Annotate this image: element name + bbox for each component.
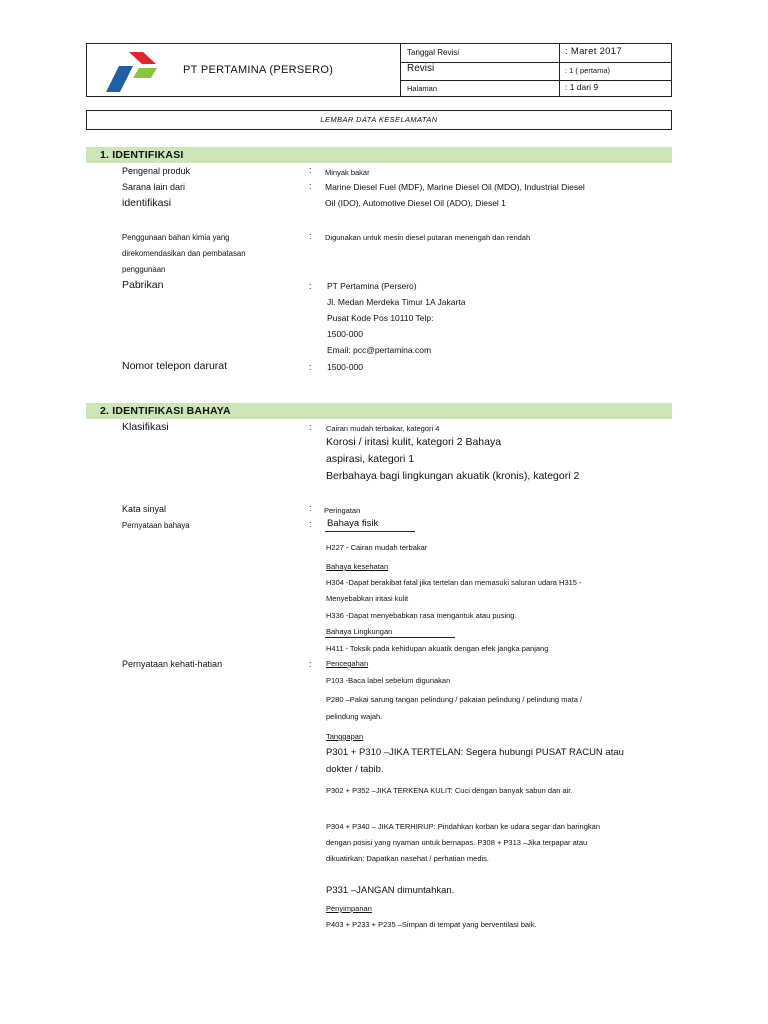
kehati-hatian-label: Pernyataan kehati-hatian	[122, 659, 223, 669]
pabrikan-line: Jl. Medan Merdeka Timur 1A Jakarta	[327, 297, 466, 307]
section-bahaya-header: 2. IDENTIFIKASI BAHAYA	[86, 403, 672, 419]
colon: :	[309, 181, 312, 191]
kata-sinyal-value: Peringatan	[324, 506, 361, 515]
p301-statement: P301 + P310 –JIKA TERTELAN: Segera hubungi PUSAT RACUN atau	[326, 747, 624, 758]
header-divider	[400, 44, 401, 96]
colon: :	[309, 519, 312, 529]
penggunaan-label-2: direkomendasikan dan pembatasan	[122, 249, 246, 258]
kata-sinyal-label: Kata sinyal	[122, 504, 167, 514]
pabrikan-line: Pusat Kode Pos 10110 Telp:	[327, 313, 434, 323]
revisi-value: : 1 ( pertama)	[565, 66, 611, 75]
header-row-line	[400, 62, 671, 63]
bahaya-lingkungan-heading: Bahaya Lingkungan	[326, 627, 393, 636]
p304-statement-cont: dengan posisi yang nyaman untuk bernapas. P308 + P313 –Jika terpapar atau	[326, 838, 588, 847]
bahaya-fisik-heading: Bahaya fisik	[327, 518, 379, 529]
revisi-label: Revisi	[407, 63, 435, 74]
colon: :	[309, 281, 312, 291]
klasifikasi-line: Korosi / iritasi kulit, kategori 2 Bahaya	[326, 436, 502, 448]
header-row-line	[400, 80, 671, 81]
sarana-value: Marine Diesel Fuel (MDF), Marine Diesel Oil (MDO), Industrial Diesel	[325, 182, 585, 192]
p302-statement: P302 + P352 –JIKA TERKENA KULIT: Cuci dengan banyak sabun dan air.	[326, 786, 573, 795]
telepon-darurat-label: Nomor telepon darurat	[122, 360, 228, 372]
p103-statement: P103 -Baca label sebelum digunakan	[326, 676, 451, 685]
bahaya-lingkungan-underline	[325, 637, 455, 638]
penyimpanan-heading: Penyimpanan	[326, 904, 372, 913]
document-title: LEMBAR DATA KESELAMATAN	[86, 110, 672, 130]
colon: :	[309, 362, 312, 372]
bahaya-kesehatan-heading: Bahaya kesehatan	[326, 562, 389, 571]
p331-statement: P331 –JANGAN dimuntahkan.	[326, 885, 455, 896]
klasifikasi-line: Cairan mudah terbakar, kategori 4	[326, 424, 440, 433]
penggunaan-label: Penggunaan bahan kimia yang	[122, 233, 230, 242]
document-header	[86, 43, 672, 97]
halaman-label: Halaman	[407, 84, 438, 93]
pertamina-logo	[99, 48, 161, 92]
pabrikan-line: PT Pertamina (Persero)	[327, 281, 417, 291]
p280-statement: P280 –Pakai sarung tangan pelindung / pakaian pelindung / pelindung mata /	[326, 695, 583, 704]
sarana-value-cont: Oil (IDO), Automotive Diesel Oil (ADO), Diesel 1	[325, 198, 506, 208]
p301-statement-cont: dokter / tabib.	[326, 764, 384, 775]
pabrikan-label: Pabrikan	[122, 279, 164, 291]
sarana-label: Sarana lain dari	[122, 182, 186, 192]
colon: :	[309, 659, 312, 669]
colon: :	[309, 165, 312, 175]
p403-statement: P403 + P233 + P235 –Simpan di tempat yang berventilasi baik.	[326, 920, 537, 929]
pengenal-produk-value: Minyak bakar	[325, 168, 370, 177]
colon: :	[309, 503, 312, 513]
h411-statement: H411 - Toksik pada kehidupan akuatik dengan efek jangka panjang	[326, 644, 549, 653]
tanggapan-heading: Tanggapan	[326, 732, 364, 741]
p304-statement: P304 + P340 – JIKA TERHIRUP: Pindahkan korban ke udara segar dan baringkan	[326, 822, 600, 831]
pencegahan-heading: Pencegahan	[326, 659, 369, 668]
p280-statement-cont: pelindung wajah.	[326, 712, 383, 721]
section-identifikasi-header: 1. IDENTIFIKASI	[86, 147, 672, 163]
pernyataan-bahaya-label: Pernyataan bahaya	[122, 521, 190, 530]
pabrikan-line: Email: pcc@pertamina.com	[327, 345, 432, 355]
pengenal-produk-label: Pengenal produk	[122, 166, 191, 176]
klasifikasi-line: aspirasi, kategori 1	[326, 453, 415, 465]
colon: :	[309, 231, 312, 241]
penggunaan-label-3: penggunaan	[122, 265, 166, 274]
tanggal-revisi-label: Tanggal Revisi	[407, 48, 460, 57]
company-name: PT PERTAMINA (PERSERO)	[183, 64, 334, 76]
bahaya-fisik-underline	[325, 531, 415, 532]
klasifikasi-label: Klasifikasi	[122, 421, 169, 433]
h315-statement: Menyebabkan iritasi kulit	[326, 594, 409, 603]
pabrikan-line: 1500-000	[327, 329, 363, 339]
h336-statement: H336 -Dapat menyebabkan rasa mengantuk atau pusing.	[326, 611, 517, 620]
h304-statement: H304 -Dapat berakibat fatal jika tertelan dan memasuki saluran udara H315 -	[326, 578, 582, 587]
telepon-darurat-value: 1500-000	[327, 362, 363, 372]
halaman-value: : 1 dari 9	[565, 82, 599, 92]
tanggal-revisi-value: : Maret 2017	[565, 46, 622, 57]
h227-statement: H227 - Cairan mudah terbakar	[326, 543, 428, 552]
sarana-label-cont: identifikasi	[122, 197, 172, 209]
klasifikasi-line: Berbahaya bagi lingkungan akuatik (kronis), kategori 2	[326, 470, 580, 482]
penggunaan-value: Digunakan untuk mesin diesel putaran menengah dan rendah	[325, 233, 531, 242]
p304-statement-cont2: dikuatirkan: Dapatkan nasehat / perhatian medis.	[326, 854, 490, 863]
colon: :	[309, 422, 312, 432]
header-divider	[559, 44, 560, 96]
